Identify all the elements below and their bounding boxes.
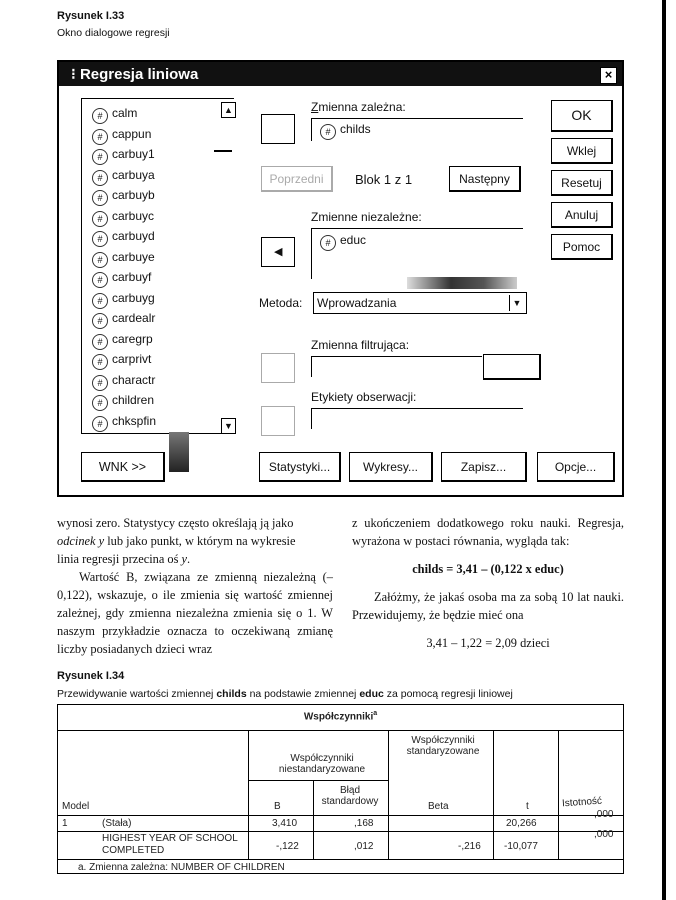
ok-button[interactable]: OK — [551, 100, 613, 132]
scale-variable-icon: # — [92, 129, 108, 145]
header-standard-error: Błąd standardowy — [321, 785, 379, 807]
variable-name: carbuyb — [112, 188, 155, 202]
field-rule — [311, 228, 523, 229]
table-rule — [58, 859, 623, 860]
move-to-filter-button[interactable] — [261, 353, 295, 383]
field-rule — [311, 118, 523, 119]
header-t: t — [526, 801, 529, 812]
row-se: ,168 — [354, 818, 374, 829]
case-labels-field[interactable] — [311, 408, 522, 429]
filter-field[interactable] — [311, 356, 482, 377]
save-button[interactable]: Zapisz... — [441, 452, 527, 482]
variable-list-item[interactable] — [92, 206, 154, 226]
variable-list-item[interactable] — [92, 165, 155, 185]
right-column-text: z ukończeniem dodatkowego roku nauki. Regresja, wyrażona w postaci równania, wygląda tak: childs = 3,41 – (0,122 x educ) Załóżmy, że jakaś osoba ma za sobą 10 lat nauki. Przewidujemy, że będzie mieć ona 3,41 – 1,22 = 2,09 dzieci — [352, 516, 624, 650]
independent-list[interactable]: # educ — [311, 228, 522, 279]
regression-dialog — [57, 60, 624, 497]
figure-label: Rysunek I.33 — [57, 10, 125, 22]
variable-name: cappun — [112, 126, 152, 141]
variable-name: carbuyd — [112, 229, 155, 243]
table-rule — [58, 730, 623, 731]
filter-label: Zmienna filtrująca: — [311, 338, 410, 352]
dialog-title: ⁝ Regresja liniowa — [71, 66, 199, 83]
row-name: HIGHEST YEAR OF SCHOOL COMPLETED — [102, 833, 238, 856]
scale-variable-icon: # — [92, 149, 108, 165]
variable-name: carbuyf — [112, 270, 152, 284]
variable-name: chkspfin — [112, 413, 157, 428]
previous-button[interactable]: Poprzedni — [261, 166, 333, 192]
table-rule — [388, 730, 389, 860]
wls-button[interactable]: WNK >> — [81, 452, 165, 482]
variable-list[interactable] — [81, 98, 234, 434]
figure2-caption: Przewidywanie wartości zmiennej childs na podstawie zmiennej educ za pomocą regresji liniowej — [57, 688, 513, 700]
variable-name: carbuye — [112, 249, 155, 264]
variable-list-item[interactable] — [92, 349, 151, 369]
variable-list-item[interactable] — [92, 329, 153, 349]
dependent-field[interactable]: # childs — [311, 118, 520, 141]
table-rule — [493, 730, 494, 860]
chevron-down-icon[interactable]: ▼ — [509, 295, 524, 311]
scale-variable-icon: # — [92, 190, 108, 206]
scale-variable-icon: # — [92, 252, 108, 268]
dialog-titlebar — [59, 62, 622, 86]
variable-list-item[interactable] — [92, 144, 155, 164]
prediction-result: 3,41 – 1,22 = 2,09 dzieci — [426, 636, 550, 650]
row-sig: ,000 — [594, 829, 614, 840]
row-beta: -,216 — [458, 841, 481, 852]
variable-list-item[interactable] — [92, 370, 155, 390]
variable-name: calm — [112, 106, 138, 120]
variable-name: carbuyc — [112, 208, 155, 223]
case-labels-label: Etykiety obserwacji: — [311, 390, 417, 404]
header-beta: Beta — [428, 801, 449, 812]
method-select[interactable]: Wprowadzania ▼ — [313, 292, 527, 314]
field-rule — [311, 408, 523, 409]
filter-rule-button[interactable] — [483, 354, 541, 380]
variable-list-item[interactable] — [92, 124, 151, 144]
header-significance: Istotność — [561, 795, 603, 810]
statistics-button[interactable]: Statystyki... — [259, 452, 341, 482]
scale-variable-icon: # — [92, 108, 108, 124]
table-rule — [58, 831, 623, 832]
reset-button[interactable]: Resetuj — [551, 170, 613, 196]
header-b: B — [274, 801, 281, 812]
variable-name: cardealr — [112, 311, 156, 325]
scroll-up-icon[interactable]: ▲ — [221, 102, 236, 118]
dependent-label: Zmienna zależna: — [311, 100, 406, 114]
scale-variable-icon: # — [92, 395, 108, 411]
row-name: (Stała) — [102, 818, 132, 829]
move-to-dependent-button[interactable] — [261, 114, 295, 144]
coefficients-table — [57, 704, 624, 874]
table-rule — [58, 815, 623, 816]
table-rule — [248, 730, 249, 860]
variable-list-item[interactable] — [92, 247, 155, 267]
help-button[interactable]: Pomoc — [551, 234, 613, 260]
table-rule — [313, 780, 314, 860]
paste-button[interactable]: Wklej — [551, 138, 613, 164]
scroll-thumb[interactable] — [214, 150, 232, 152]
scroll-down-icon[interactable]: ▼ — [221, 418, 236, 434]
header-unstandardized: Współczynniki niestandaryzowane — [278, 753, 366, 775]
scale-variable-icon: # — [92, 170, 108, 186]
table-footnote: a. Zmienna zależna: NUMBER OF CHILDREN — [78, 862, 285, 873]
next-button[interactable]: Następny — [449, 166, 521, 192]
header-standardized: Współczynniki standaryzowane — [406, 735, 480, 757]
variable-list-item[interactable] — [92, 411, 156, 431]
variable-list-item[interactable] — [92, 226, 155, 246]
row-t: -10,077 — [504, 841, 538, 852]
move-to-case-labels-button[interactable] — [261, 406, 295, 436]
table-title: Współczynniki$^a$ — [303, 710, 378, 723]
scale-variable-icon: # — [92, 272, 108, 288]
arrow-left-icon: ◀ — [274, 246, 283, 258]
scale-variable-icon: # — [92, 334, 108, 350]
move-to-independent-button[interactable] — [261, 237, 295, 267]
variable-list-item[interactable] — [92, 308, 155, 328]
variable-name: carbuyg — [112, 290, 155, 305]
row-b: -,122 — [276, 841, 299, 852]
header-model: Model — [62, 801, 90, 812]
table-rule — [558, 730, 559, 860]
row-number: 1 — [62, 818, 68, 829]
scale-variable-icon: # — [92, 416, 108, 432]
method-label: Metoda: — [259, 296, 303, 310]
close-button[interactable]: × — [600, 67, 617, 84]
scale-variable-icon: # — [92, 354, 108, 370]
list-scrollbar — [407, 277, 517, 289]
page-edge-rule — [662, 0, 666, 900]
variable-name: carbuy1 — [112, 147, 155, 161]
independent-label: Zmienne niezależne: — [311, 210, 422, 224]
variable-list-item[interactable] — [92, 267, 151, 287]
variable-list-item[interactable] — [92, 103, 137, 123]
variable-name: children — [112, 393, 155, 407]
variable-name: carprivt — [112, 352, 152, 366]
figure2-label: Rysunek I.34 — [57, 670, 125, 682]
variable-name: carbuya — [112, 167, 155, 182]
block-indicator: Blok 1 z 1 — [355, 172, 413, 187]
left-column-text: wynosi zero. Statystycy często określają ją jako odcinek y lub jako punkt, w którym na wykresie linia regresji przecina oś y. Wartość B, związana ze zmienną niezależną (–0,122), wskazuje, o ile zmienia się wartość zmiennej zależnej, gdy zmienna niezależna zmienia się o 1. W naszym przykładzie oznacza to oczekiwaną zmianę liczby posiadanych dzieci wraz — [57, 516, 333, 656]
table-rule — [248, 780, 388, 781]
variable-name: caregrp — [112, 331, 153, 346]
row-se: ,012 — [354, 841, 374, 852]
variable-list-item[interactable] — [92, 390, 154, 410]
scale-variable-icon: # — [92, 231, 108, 247]
variable-list-item[interactable] — [92, 185, 155, 205]
scale-variable-icon: # — [92, 375, 108, 391]
figure-caption: Okno dialogowe regresji — [57, 27, 170, 39]
regression-equation: childs = 3,41 – (0,122 x educ) — [412, 562, 564, 576]
row-t: 20,266 — [506, 818, 537, 829]
variable-list-item[interactable] — [92, 288, 155, 308]
field-rule — [311, 356, 481, 357]
row-b: 3,410 — [272, 818, 298, 829]
scan-shadow — [169, 432, 189, 472]
row-sig: ,000 — [594, 809, 614, 820]
cancel-button[interactable]: Anuluj — [551, 202, 613, 228]
variable-name: charactr — [112, 372, 156, 387]
options-button[interactable]: Opcje... — [537, 452, 615, 482]
scale-variable-icon: # — [92, 293, 108, 309]
scale-variable-icon: # — [92, 313, 108, 329]
scale-variable-icon: # — [92, 211, 108, 227]
plots-button[interactable]: Wykresy... — [349, 452, 433, 482]
